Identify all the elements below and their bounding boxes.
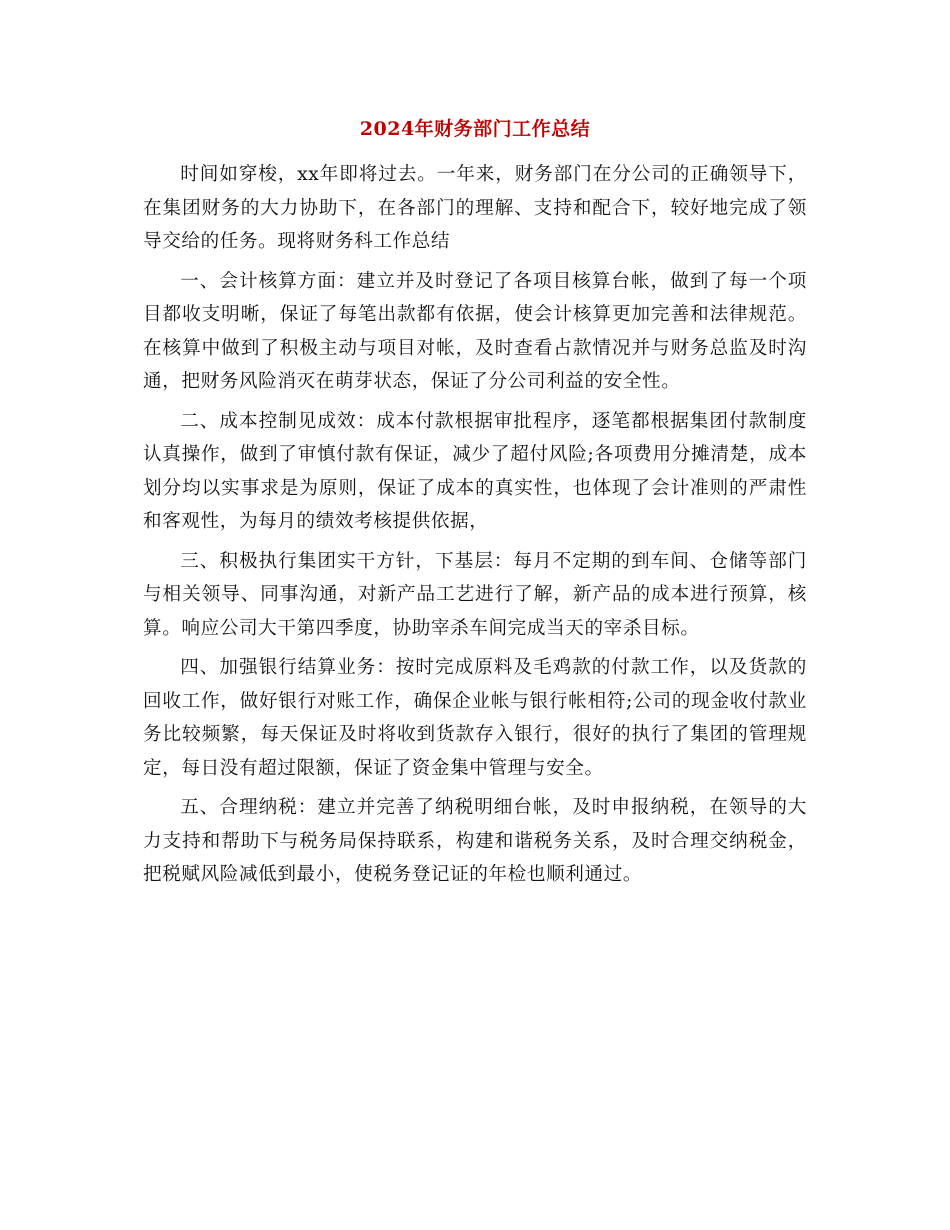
- paragraph-bank-settlement: 四、加强银行结算业务：按时完成原料及毛鸡款的付款工作，以及货款的回收工作，做好银行对账工作，确保企业帐与银行帐相符;公司的现金收付款业务比较频繁，每天保证及时将收到货款存入银行，很好的执行了集团的管理规定，每日没有超过限额，保证了资金集中管理与安全。: [143, 657, 807, 779]
- document-title: 2024年财务部门工作总结: [359, 118, 591, 140]
- paragraph-intro: 时间如穿梭，xx年即将过去。一年来，财务部门在分公司的正确领导下，在集团财务的大力协助下，在各部门的理解、支持和配合下，较好地完成了领导交给的任务。现将财务科工作总结: [143, 164, 807, 252]
- paragraph-grassroots: 三、积极执行集团实干方针，下基层：每月不定期的到车间、仓储等部门与相关领导、同事沟通，对新产品工艺进行了解，新产品的成本进行预算，核算。响应公司大干第四季度，协助宰杀车间完成当天的宰杀目标。: [143, 550, 807, 639]
- paragraph-cost-control: 二、成本控制见成效：成本付款根据审批程序，逐笔都根据集团付款制度认真操作，做到了审慎付款有保证，减少了超付风险;各项费用分摊清楚，成本划分均以实事求是为原则，保证了成本的真实性，也体现了会计准则的严肃性和客观性，为每月的绩效考核提供依据，: [143, 410, 807, 532]
- paragraph-tax: 五、合理纳税：建立并完善了纳税明细台帐，及时申报纳税，在领导的大力支持和帮助下与税务局保持联系，构建和谐税务关系，及时合理交纳税金，把税赋风险减低到最小，使税务登记证的年检也顺利通过。: [143, 797, 807, 885]
- paragraph-accounting: 一、会计核算方面：建立并及时登记了各项目核算台帐，做到了每一个项目都收支明晰，保证了每笔出款都有依据，使会计核算更加完善和法律规范。在核算中做到了积极主动与项目对帐，及时查看占款情况并与财务总监及时沟通，把财务风险消灭在萌芽状态，保证了分公司利益的安全性。: [143, 270, 807, 392]
- document-page: [143, 112, 807, 892]
